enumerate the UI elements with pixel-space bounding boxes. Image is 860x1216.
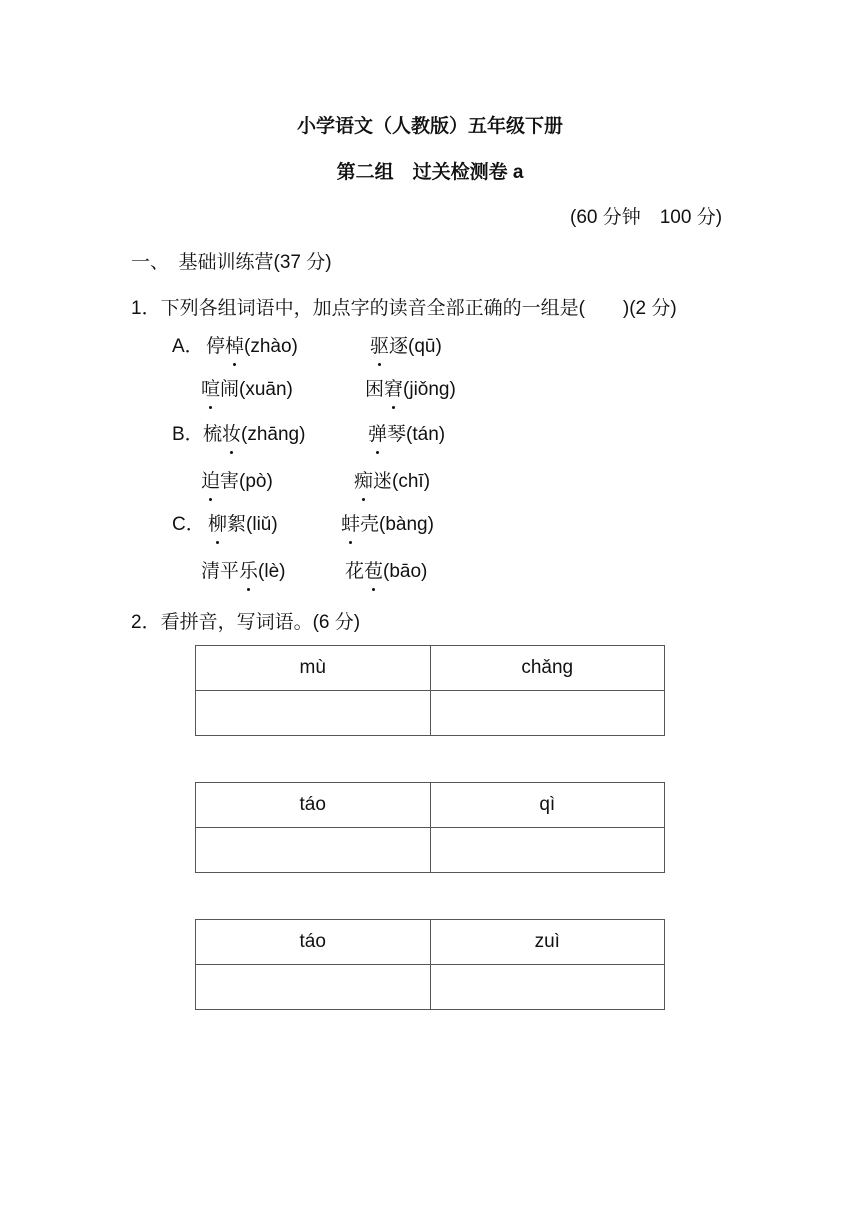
pinyin-cell: chǎng xyxy=(430,646,665,691)
option-c-word-3: 清平乐(lè) xyxy=(201,559,285,585)
pinyin-cell: zuì xyxy=(430,920,665,965)
option-label-b: B． xyxy=(172,424,204,445)
section-heading: 一、 基础训练营(37 分) xyxy=(131,252,332,273)
option-label-a: A． xyxy=(172,336,204,357)
question-2-stem: 2．看拼音，写词语。(6 分) xyxy=(131,612,361,633)
dotted-char: 驱 xyxy=(370,334,389,360)
answer-row xyxy=(196,965,665,1010)
dotted-char: 棹 xyxy=(225,334,244,360)
dotted-char: 妆 xyxy=(222,422,241,448)
option-a-word-3: 喧闹(xuān) xyxy=(201,377,293,403)
answer-cell[interactable] xyxy=(430,965,665,1010)
dotted-char: 窘 xyxy=(384,377,403,403)
option-c-word-4: 花苞(bāo) xyxy=(345,559,427,585)
option-b-word-2: 弹琴(tán) xyxy=(368,422,445,448)
pinyin-cell: mù xyxy=(196,646,431,691)
option-c-word-2: 蚌壳(bàng) xyxy=(341,512,434,538)
dotted-char: 迫 xyxy=(201,469,220,495)
answer-cell[interactable] xyxy=(430,828,665,873)
dotted-char: 喧 xyxy=(201,377,220,403)
pinyin-table-1 xyxy=(195,645,665,736)
dotted-char: 痴 xyxy=(354,469,373,495)
dotted-char: 乐 xyxy=(239,559,258,585)
option-c-word-1: 柳絮(liǔ) xyxy=(208,512,278,538)
answer-cell[interactable] xyxy=(196,828,431,873)
pinyin-row xyxy=(196,783,665,828)
option-label-c: C． xyxy=(172,514,205,535)
option-a-word-1: 停棹(zhào) xyxy=(206,334,298,360)
pinyin-cell: táo xyxy=(196,783,431,828)
page-subtitle: 第二组 过关检测卷 a xyxy=(336,162,524,183)
answer-row xyxy=(196,828,665,873)
dotted-char: 苞 xyxy=(364,559,383,585)
dotted-char: 弹 xyxy=(368,422,387,448)
answer-row xyxy=(196,691,665,736)
pinyin-table-2 xyxy=(195,782,665,873)
pinyin-cell: táo xyxy=(196,920,431,965)
page-title: 小学语文（人教版）五年级下册 xyxy=(296,116,563,137)
option-a-word-4: 困窘(jiǒng) xyxy=(365,377,456,403)
pinyin-row xyxy=(196,920,665,965)
pinyin-row xyxy=(196,646,665,691)
dotted-char: 柳 xyxy=(208,512,227,538)
pinyin-table-3 xyxy=(195,919,665,1010)
answer-cell[interactable] xyxy=(430,691,665,736)
answer-cell[interactable] xyxy=(196,965,431,1010)
question-1-stem: 1．下列各组词语中，加点字的读音全部正确的一组是( )(2 分) xyxy=(131,298,677,319)
option-b-word-4: 痴迷(chī) xyxy=(354,469,430,495)
option-b-word-1: 梳妆(zhāng) xyxy=(203,422,305,448)
option-a-word-2: 驱逐(qū) xyxy=(370,334,442,360)
dotted-char: 蚌 xyxy=(341,512,360,538)
answer-cell[interactable] xyxy=(196,691,431,736)
pinyin-cell: qì xyxy=(430,783,665,828)
time-score: (60 分钟 100 分) xyxy=(570,207,723,228)
option-b-word-3: 迫害(pò) xyxy=(201,469,273,495)
